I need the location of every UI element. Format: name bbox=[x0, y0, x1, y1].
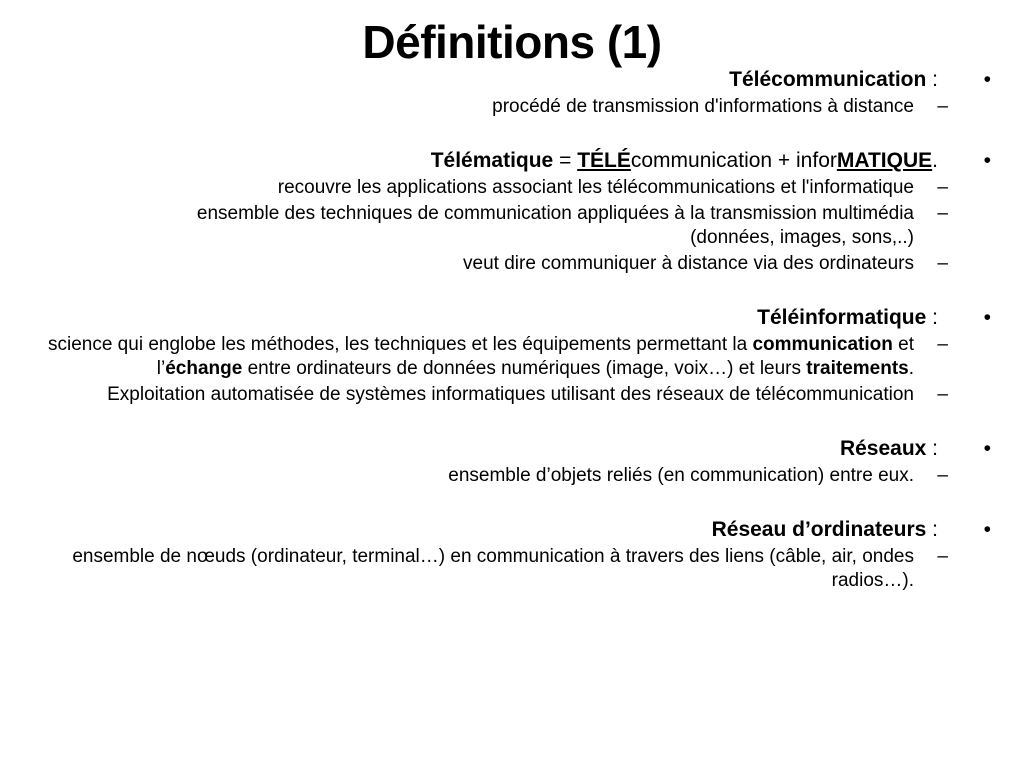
definition-telematique bbox=[20, 147, 1008, 174]
term-suffix: : bbox=[926, 518, 938, 541]
term-telecommunication: Télécommunication bbox=[729, 68, 927, 91]
bullet-icon: • bbox=[983, 149, 991, 172]
dash-icon: – bbox=[937, 253, 948, 274]
term-reseaux: Réseaux bbox=[839, 437, 927, 460]
sub-item bbox=[20, 464, 1008, 488]
definition-reseau-ordinateurs bbox=[20, 516, 1008, 543]
dash-icon: – bbox=[937, 546, 948, 567]
sub-item-text: recouvre les applications associant les télécommunications et l'informatique bbox=[277, 177, 914, 198]
sub-item-text: science qui englobe les méthodes, les techniques et les équipements permettant la bbox=[47, 334, 753, 355]
sub-item-text: procédé de transmission d'informations à distance bbox=[492, 96, 914, 117]
definition-telecommunication bbox=[20, 66, 1008, 93]
term-telematique: Télématique bbox=[430, 149, 554, 172]
dash-icon: – bbox=[937, 203, 948, 224]
sub-item-text: et l’ bbox=[156, 334, 914, 379]
emphasis-traitements: traitements bbox=[806, 358, 909, 379]
sub-item-text: . bbox=[908, 358, 914, 379]
dash-icon: – bbox=[937, 465, 948, 486]
sub-item bbox=[20, 95, 1008, 119]
sub-item-text: ensemble d’objets reliés (en communication) entre eux. bbox=[448, 465, 914, 486]
emphasis-echange: échange bbox=[165, 358, 243, 379]
term-suffix: : bbox=[926, 68, 938, 91]
term-teleinformatique: Téléinformatique bbox=[757, 306, 927, 329]
sub-item bbox=[20, 545, 1008, 593]
dash-icon: – bbox=[937, 96, 948, 117]
sub-item bbox=[20, 333, 1008, 381]
sub-item-text: Exploitation automatisée de systèmes informatiques utilisant des réseaux de télécommunication bbox=[107, 384, 914, 405]
text-communication-infor: communication + infor bbox=[630, 149, 837, 172]
sub-item bbox=[20, 202, 1008, 250]
definitions-list bbox=[20, 66, 1008, 593]
sub-item bbox=[20, 383, 1008, 407]
dash-icon: – bbox=[937, 177, 948, 198]
sub-item bbox=[20, 252, 1008, 276]
term-reseau-ordinateurs: Réseau d’ordinateurs bbox=[711, 518, 927, 541]
term-suffix: : bbox=[926, 306, 938, 329]
bullet-icon: • bbox=[983, 306, 991, 329]
emphasis-matique: MATIQUE bbox=[836, 149, 933, 172]
sub-item-text: ensemble de nœuds (ordinateur, terminal…) en communication à travers des liens (câble, air, ondes radios…). bbox=[72, 546, 914, 591]
bullet-icon: • bbox=[983, 437, 991, 460]
definition-reseaux bbox=[20, 435, 1008, 462]
bullet-icon: • bbox=[983, 68, 991, 91]
dash-icon: – bbox=[937, 334, 948, 355]
emphasis-tele: TÉLÉ bbox=[577, 149, 631, 172]
term-suffix: : bbox=[926, 437, 938, 460]
sub-item-text: veut dire communiquer à distance via des ordinateurs bbox=[463, 253, 914, 274]
emphasis-communication: communication bbox=[752, 334, 893, 355]
equals-sign: = bbox=[553, 149, 578, 172]
slide-title: Définitions (1) bbox=[362, 16, 662, 68]
sub-item-text: ensemble des techniques de communication appliquées à la transmission multimédia (données, images, sons,..) bbox=[196, 203, 914, 248]
dash-icon: – bbox=[937, 384, 948, 405]
definition-teleinformatique bbox=[20, 304, 1008, 331]
sub-item bbox=[20, 176, 1008, 200]
bullet-icon: • bbox=[983, 518, 991, 541]
sub-item-text: entre ordinateurs de données numériques (image, voix…) et leurs bbox=[242, 358, 807, 379]
end-period: . bbox=[932, 149, 938, 172]
